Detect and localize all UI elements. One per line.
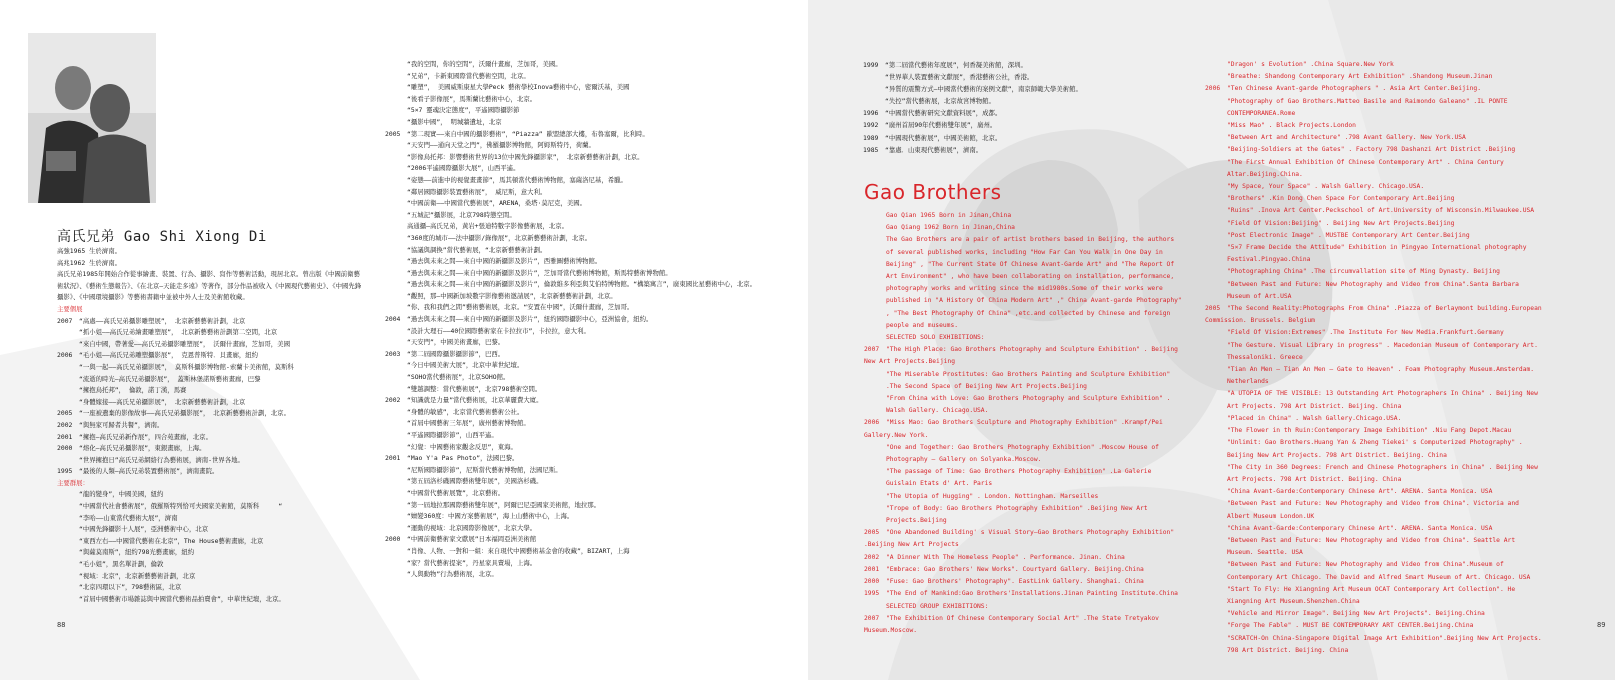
exhibition-entry	[864, 234, 1184, 332]
text-column-2	[385, 59, 757, 581]
exhibition-entry	[385, 268, 725, 280]
intro-paragraph: 高氏兄弟1985年開始合作從事繪畫、裝置、行為、攝影、寫作等藝術活動，現居北京。曾出版《中國前衛藝術狀況》、《藝術生態報告》、《在北京—天能走多遠》等著作，部分作品被收入《中國現代藝術史》、《中國先鋒攝影》、《中國環境攝影》等藝術書籍中並被中外人士及美術館收藏。	[57, 270, 362, 302]
exhibition-entry	[385, 129, 725, 141]
exhibition-entry	[57, 408, 362, 420]
entry-text: “第二現實——來自中國的攝影藝術”，“Piazza” 歐盟總部大樓，布魯塞爾，比利時。	[407, 129, 649, 138]
entry-text: "Photography of Gao Brothers.Matteo Basile and Raimondo Galeano" .IL PONTE CONTEMPORANEA.Rome	[1227, 97, 1508, 117]
exhibition-entry	[385, 337, 725, 349]
entry-text: “天安門——通向天堂之門”，佛羅攝影博物館，阿姆斯特丹，荷蘭。	[407, 141, 595, 150]
exhibition-entry	[385, 302, 725, 314]
exhibition-entry	[385, 488, 725, 500]
entry-text: “2006平遙國際攝影大展”，山西平遙。	[407, 164, 520, 173]
entry-text: "One Abandoned Building' s Visual Story—Gao Brothers Photography Exhibition" .Beijing New Art Projects	[864, 529, 1175, 549]
entry-text: "Field Of Vision:Beijing" . Beijing New Art Projects.Beijing	[1227, 219, 1455, 227]
entry-text: “天安門”，中國美術畫廊，巴黎。	[407, 338, 505, 347]
exhibition-entry	[1205, 132, 1545, 144]
exhibition-entry	[863, 132, 1193, 144]
year-label: 1989	[863, 133, 879, 142]
entry-text: “家？當代藝術提案”，丹星家具賣場，上海。	[407, 558, 537, 567]
entry-text: "China Avant-Garde:Contemporary Chinese Art". ARENA. Santa Monica. USA	[1227, 488, 1493, 496]
entry-text: “後看子影像展”，馬斯蘭比藝術中心，北京。	[407, 94, 537, 103]
exhibition-entry	[385, 534, 725, 546]
exhibition-entry	[1205, 340, 1545, 364]
year-label: 2007	[864, 346, 880, 354]
group-heading: 主要群展：	[57, 478, 89, 487]
exhibition-entry	[863, 71, 1193, 83]
entry-text: "The Utopia of Hugging" . London. Nottingham. Marseilles	[886, 492, 1099, 500]
exhibition-entry	[385, 210, 725, 222]
entry-text: “過去與未來之間——來自中國的新攝影及影片”，倫敦維多利亞與艾伯特博物館。“構築寓言”，廣東國比星藝術中心，北京。	[407, 280, 757, 289]
entry-text: "Field Of Vision:Extremes" .The Institute For New Media.Frankfurt.Germany	[1227, 329, 1504, 337]
entry-text: "Between Past and Future: New Photography and Video from China".Museum of Contemporary Art Chicago. The David and Alfred Smart Museum of Art. Chicago. USA	[1227, 561, 1531, 581]
entry-text: "Unlimit: Gao Brothers.Huang Yan & Zheng Tiekei' s Computerized Photography" . Beijing New Art Projects. 798 Art District. Beijing. China	[1227, 439, 1523, 459]
exhibition-entry	[864, 344, 1184, 368]
exhibition-entry	[1205, 193, 1545, 205]
exhibition-entry	[1205, 498, 1545, 522]
entry-text: “一與一起——高氏兄弟攝影展”， 莫斯科攝影博物館-索蘭卡美術館，莫斯科	[79, 362, 294, 371]
exhibition-entry	[1205, 96, 1545, 120]
entry-text: The Gao Brothers are a pair of artist brothers based in Beijing, the authors of several published works, including "How Far Can You Walk in One Day in Beijing" , "The Current State Of Chinese Avant-Garde Art" and "The Report Of Art Environment" , who have been collaborating on installation, performance, photography works and writing since the mid1980s.Some of their works were published in "A History Of China Modern Art" ," China Avant-garde Photography" , "The Best Photography Of China" ,etc.and collected by Chinese and foreign people and museums.	[886, 236, 1182, 329]
exhibition-entry	[1205, 71, 1545, 83]
entry-text: "Embrace: Gao Brothers' New Works". Courtyard Gallery. Beijing.China	[886, 565, 1144, 573]
exhibition-entry	[385, 558, 725, 570]
exhibition-entry	[385, 245, 725, 257]
entry-text: "Beijing-Soldiers at the Gates" . Factory 798 Dashanzi Art District .Beijing	[1227, 146, 1516, 154]
year-label: 2001	[864, 565, 880, 573]
entry-text: “第一屆地拉那國際藝術雙年展”，阿爾巴尼亞國家美術館，地拉那。	[407, 500, 601, 509]
exhibition-entry	[385, 418, 725, 430]
exhibition-entry	[864, 332, 1184, 344]
exhibition-entry	[385, 256, 725, 268]
year-label: 2001	[385, 454, 401, 463]
exhibition-entry	[385, 187, 725, 199]
exhibition-entry	[864, 613, 1184, 637]
entry-text: "Brothers" .Kin Dong Chen Space For Contemporary Art.Beijing	[1227, 195, 1455, 203]
year-label: 2005	[864, 529, 880, 537]
text-column-3-english	[864, 210, 1184, 637]
exhibition-entry	[385, 395, 725, 407]
artist-photo	[28, 33, 156, 203]
entry-text: "Fuse: Gao Brothers' Photography". EastLink Gallery. Shanghai. China	[886, 578, 1144, 586]
exhibition-entry	[864, 466, 1184, 490]
entry-text: “中國當代藝術研究文獻資料展”，成都。	[885, 109, 1002, 118]
exhibition-entry	[385, 442, 725, 454]
exhibition-entry	[385, 152, 725, 164]
entry-text: “設計大理石——40位國際藝術家在卡拉拉市”，卡拉拉，意大利。	[407, 326, 590, 335]
entry-text: “靠處．山東現代藝術展”，濟南。	[885, 145, 983, 154]
year-label: 2002	[57, 420, 73, 429]
exhibition-entry	[385, 175, 725, 187]
year-label: 2005	[1205, 305, 1221, 313]
exhibition-entry	[385, 349, 725, 361]
year-label: 2005	[385, 129, 401, 138]
entry-text: "The Gesture. Visual Library in progress" . Macedonian Museum of Contemporary Art. Thessaloniki. Greece	[1227, 341, 1538, 361]
exhibition-entry	[1205, 620, 1545, 632]
exhibition-entry	[385, 453, 725, 465]
exhibition-entry	[57, 316, 362, 328]
exhibition-entry: “李哈——山東當代藝術大展”，濟南	[79, 513, 178, 522]
exhibition-entry	[1205, 364, 1545, 388]
exhibition-entry	[1205, 303, 1545, 327]
entry-text: "Placed in China" . Walsh Gallery.Chicago.USA.	[1227, 414, 1402, 422]
year-label: 2006	[864, 419, 880, 427]
entry-text: “中國現代藝術展”，中國美術館，北京。	[885, 133, 1002, 142]
entry-text: "Miss Mao: Gao Brothers Sculpture and Photography Exhibition" .Krampf/Pei Gallery.New York.	[864, 419, 1163, 439]
exhibition-entry	[385, 198, 725, 210]
entry-text: "My Space, Your Space" . Walsh Gallery. Chicago.USA.	[1227, 183, 1425, 191]
entry-text: “第五屆洛杉磯國際藝術雙年展”，美國洛杉磯。	[407, 477, 543, 486]
year-label: 1995	[864, 590, 880, 598]
exhibition-entry	[864, 588, 1184, 600]
exhibition-entry	[385, 140, 725, 152]
entry-text: "Miss Mao" . Black Projects.London	[1227, 122, 1356, 130]
entry-text: SELECTED GROUP EXHIBITIONS:	[886, 602, 989, 610]
entry-text: “失控”當代藝術展，北京故宮博物館。	[885, 97, 995, 106]
exhibition-entry	[1205, 388, 1545, 412]
entry-text: “抓小姐——高氏兄弟繪畫雕塑展”， 北京新藝藝術計劃第二空間，北京	[79, 328, 278, 337]
exhibition-entry	[1205, 608, 1545, 620]
year-label: 1996	[863, 109, 879, 118]
entry-text: “攝影中國”， 明城牆遺址，北京	[407, 117, 502, 126]
exhibition-entry	[1205, 120, 1545, 132]
entry-text: “過去與未來之間——來自中國的新攝影及影片”，芝加哥當代藝術博物館，斯馬特藝術博物館。	[407, 268, 672, 277]
exhibition-entry	[385, 407, 725, 419]
entry-text: “SOHO當代藝術展”，北京SOHO館。	[407, 373, 510, 382]
entry-text: “兄弟”，卡新東國際當代藝術空間，北京。	[407, 71, 530, 80]
entry-text: "Dragon' s Evolution" .China Square.New York	[1227, 61, 1394, 68]
exhibition-entry	[1205, 425, 1545, 437]
exhibition-entry	[1205, 559, 1545, 583]
entry-text: “首屆中國藝術三年展”，廣州藝術博物館。	[407, 419, 530, 428]
exhibition-entry: “中國當代社會藝術展”，俄羅斯特列恰可夫國家美術館，莫斯科 “	[79, 502, 283, 511]
year-label: 2000	[385, 535, 401, 544]
exhibition-entry	[385, 221, 725, 233]
entry-text: “五城記”攝影展，北京798時態空間。	[407, 210, 516, 219]
exhibition-entry	[864, 222, 1184, 234]
exhibition-entry	[864, 503, 1184, 527]
year-label: 2006	[1205, 85, 1221, 93]
entry-text: "5×7 Frame Decide the Attitude" Exhibition in Pingyao International photography Festival.Pingyao.China	[1227, 244, 1527, 264]
page-title: 高氏兄弟 Gao Shi Xiong Di	[57, 229, 267, 245]
entry-text: “平遙國際攝影節”，山西平遙。	[407, 431, 498, 439]
exhibition-entry: “東西左右——中國當代藝術在北京”，The House藝術畫廊，北京	[79, 536, 264, 545]
entry-text: "The Second Reality:Photographs From China" .Piazza of Berlaymont building.European Commission. Brussels. Belgium	[1205, 305, 1542, 325]
year-label: 2005	[57, 409, 73, 418]
exhibition-entry	[57, 385, 362, 397]
entry-text: “高處——高氏兄弟攝影雕塑展”， 北京新藝藝術計劃，北京	[79, 316, 246, 325]
entry-text: "Tian An Men – Tian An Men – Gate to Heaven" . Foam Photography Museum.Amsterdam. Netherlands	[1227, 366, 1535, 386]
exhibition-entry	[385, 384, 725, 396]
entry-text: "A UTOPIA OF THE VISIBLE: 13 Outstanding Art Photographers In China" . Beijing New Art Projects. 798 Art District. Beijing. China	[1227, 390, 1538, 410]
exhibition-entry	[1205, 266, 1545, 278]
exhibition-entry	[385, 476, 725, 488]
entry-text: “運動的視域：北京國際影像展”，北京大學。	[407, 523, 537, 532]
year-label: 2000	[864, 578, 880, 586]
exhibition-entry	[1205, 584, 1545, 608]
entry-text: "The Miserable Prostitutes: Gao Brothers Painting and Sculpture Exhibition" .The Second Space of Beijing New Art Projects.Beijing	[886, 370, 1171, 390]
exhibition-entry	[1205, 83, 1545, 95]
exhibition-entry	[864, 601, 1184, 613]
entry-text: "A Dinner With The Homeless People" . Performance. Jinan. China	[886, 553, 1125, 561]
entry-text: "Between Past and Future: New Photography and Video from China". Victoria and Albert Museum London.UK	[1227, 500, 1519, 520]
entry-text: “人與動物”行為藝術展，北京。	[407, 570, 498, 579]
exhibition-entry	[385, 233, 725, 245]
entry-text: "The First Annual Exhibition Of Chinese Contemporary Art" . China Century Altar.Beijing.China.	[1227, 158, 1504, 178]
exhibition-entry: “首屆中國藝術市場雜誌與中國當代藝術品拍賣會”，中華世紀壇，北京。	[79, 594, 285, 603]
exhibition-entry	[863, 83, 1193, 95]
year-label: 2003	[385, 349, 401, 358]
entry-text: "From China with Love: Gao Brothers Photography and Sculpture Exhibition" . Walsh Gallery. Chicago.USA.	[886, 395, 1171, 415]
entry-text: "The End of Mankind:Gao Brothers'Installations.Jinan Painting Institute.China	[886, 590, 1178, 598]
exhibition-entry	[1205, 633, 1545, 657]
entry-text: “世界擁抱日”高氏兄弟網絡行為藝術展，濟南-世界各地。	[79, 455, 244, 464]
entry-text: “擁抱—高氏兄弟新作展”，四合苑畫廊，北京。	[79, 432, 212, 441]
entry-text: "SCRATCH-On China-Singapore Digital Image Art Exhibition".Beijing New Art Projects. 798 Art District. Beijing. China	[1227, 634, 1542, 654]
year-label: 2002	[385, 396, 401, 405]
entry-text: “我的空間，你的空間”，沃爾什畫廊，芝加哥，美國。	[407, 60, 562, 68]
exhibition-entry	[1205, 462, 1545, 486]
exhibition-entry	[385, 500, 725, 512]
entry-text: “世界華人裝置藝術文獻展”，香港藝術公社，香港。	[885, 73, 1034, 82]
exhibition-entry: “與薩莫南斯”，紐約798光藝畫廊，紐約	[79, 548, 195, 557]
exhibition-entry	[385, 546, 725, 558]
exhibition-entry	[57, 339, 362, 351]
exhibition-entry: “北京四環以下”，798藝術區，北京	[79, 583, 182, 592]
entry-text: “第二屆當代藝術年度展”，何香凝美術館，深圳。	[885, 61, 1027, 69]
exhibition-entry	[57, 432, 362, 444]
exhibition-entry	[57, 420, 362, 432]
year-label: 2000	[57, 444, 73, 453]
entry-text: “身體嫁接——高氏兄弟攝影展”， 北京新藝藝術計劃，北京	[79, 397, 246, 406]
exhibition-entry: “毛小姐”，黑名單計劃，倫敦	[79, 560, 164, 569]
text-column-1	[57, 246, 362, 605]
entry-text: “你、我和我們之間”藝術藝術展，北京。“安置在中國”，沃爾什畫廊，芝加哥。	[407, 303, 634, 312]
entry-text: “异質的震驚方式—中國當代藝術的案例文獻”，南京師範大學美術館。	[885, 85, 1082, 94]
year-label: 1992	[863, 121, 879, 130]
entry-text: “知識就是力量”當代藝術展，北京華麗費大廈。	[407, 396, 543, 405]
exhibition-entry	[1205, 230, 1545, 242]
exhibition-entry	[1205, 242, 1545, 266]
exhibition-entry	[385, 279, 757, 291]
exhibition-entry	[864, 393, 1184, 417]
exhibition-entry	[385, 569, 725, 581]
exhibition-entry	[57, 362, 362, 374]
exhibition-entry	[385, 372, 725, 384]
exhibition-entry	[385, 360, 725, 372]
year-label: 2002	[864, 553, 880, 561]
exhibition-entry	[57, 350, 362, 362]
exhibition-entry: “龍的變身”，中國美國，紐約	[79, 490, 164, 499]
exhibition-entry	[864, 369, 1184, 393]
entry-text: "Between Art and Architecture" .798 Avant Gallery. New York.USA	[1227, 134, 1466, 142]
exhibition-entry	[864, 552, 1184, 564]
exhibition-entry	[1205, 486, 1545, 498]
exhibition-entry: “中國先鋒攝影十人展”，亞洲藝術中心，北京	[79, 525, 209, 534]
exhibition-entry	[385, 465, 725, 477]
entry-text: "The passage of Time: Gao Brothers Photography Exhibition" .La Galerie Guislain Etats d' Art. Paris	[886, 468, 1152, 488]
exhibition-entry	[1205, 59, 1545, 71]
entry-text: "The High Place: Gao Brothers Photography and Sculpture Exhibition" . Beijing New Art Projects.Beijing	[864, 346, 1178, 366]
solo-heading: 主要個展	[57, 304, 83, 313]
entry-text: "Start To Fly: He Xiangning Art Museum OCAT Contemporary Art Collection". He Xiangning Art Museum.Shenzhen.China	[1227, 585, 1516, 605]
exhibition-entry: “視域：北京”，北京新藝藝術計劃，北京	[79, 571, 196, 580]
section-title: Gao Brothers	[864, 180, 1002, 204]
entry-text: “尼斯國際攝影節”，尼斯當代藝術博物館，法國尼斯。	[407, 465, 562, 474]
exhibition-entry	[385, 511, 725, 523]
exhibition-entry	[57, 455, 362, 467]
exhibition-entry	[385, 94, 725, 106]
exhibition-entry	[385, 105, 725, 117]
exhibition-entry	[1205, 218, 1545, 230]
entry-text: “廣州首屆90年代藝術雙年展”，廣州。	[885, 121, 997, 130]
exhibition-entry	[863, 119, 1193, 131]
exhibition-entry	[863, 59, 1193, 71]
year-label: 2007	[864, 614, 880, 622]
year-label: 1999	[863, 61, 879, 69]
exhibition-entry	[385, 523, 725, 535]
exhibition-entry	[1205, 437, 1545, 461]
exhibition-entry	[57, 466, 362, 478]
exhibition-entry	[57, 327, 362, 339]
entry-text: Gao Qian 1965 Born in Jinan,China	[886, 212, 1012, 219]
entry-text: “協議與調換”當代藝術展，“北京新藝藝術計劃。	[407, 245, 547, 254]
exhibition-entry	[385, 163, 725, 175]
entry-text: “雕塑”， 美國威斯康星大學Peck 藝術學校Inova藝術中心，密爾沃基，美國	[407, 83, 630, 92]
entry-text: “中國前衛——中國當代藝術展”，ARENA，桑塔·莫尼克，美國。	[407, 199, 587, 208]
exhibition-entry	[864, 417, 1184, 441]
group-list	[57, 489, 362, 605]
entry-text: "Between Past and Future: New Photography and Video from China".Santa Barbara Museum of Art.USA	[1227, 280, 1519, 300]
entry-text: "China Avant-Garde:Contemporary Chinese Art". ARENA. Santa Monica. USA	[1227, 524, 1493, 532]
entry-text: “過去與未來之間——來自中國的新攝影及影片”，西雅圖藝術博物館。	[407, 257, 602, 266]
entry-text: “幻覺：中國藝術家觀念反思”，東海。	[407, 442, 517, 451]
entry-text: "Breathe: Shandong Contemporary Art Exhibition" .Shandong Museum.Jinan	[1227, 73, 1493, 81]
entry-text: "Photographing China" .The circumvallation site of Ming Dynasty. Beijing	[1227, 268, 1500, 276]
exhibition-entry	[385, 291, 725, 303]
exhibition-entry	[1205, 535, 1545, 559]
exhibition-entry	[385, 314, 725, 326]
text-column-3-top	[863, 59, 1193, 156]
entry-text: 高通攝—高氏兄弟，黃岩+張迪特數字影像藝術展，北京。	[407, 222, 569, 231]
exhibition-entry	[385, 71, 725, 83]
exhibition-entry	[863, 95, 1193, 107]
exhibition-entry	[1205, 205, 1545, 217]
entry-text: "The City in 360 Degrees: French and Chinese Photographers in China" . Beijing New Art Projects. 798 Art District. Beijing. China	[1227, 463, 1538, 483]
exhibition-entry	[863, 107, 1193, 119]
intro-line: 高兆1962 生於濟南。	[57, 258, 121, 267]
entry-text: “流逝的時光—高氏兄弟攝影展”， 蓋斯林堡諾斯藝術畫廊，巴黎	[79, 374, 261, 383]
year-label: 1995	[57, 467, 73, 476]
entry-text: Gao Qiang 1962 Born in Jinan,China	[886, 224, 1015, 232]
exhibition-entry	[1205, 279, 1545, 303]
exhibition-entry	[864, 442, 1184, 466]
exhibition-entry	[864, 564, 1184, 576]
entry-text: “中國當代藝術展覽”，北京藝術。	[407, 488, 505, 497]
exhibition-entry	[385, 82, 725, 94]
entry-text: “熔化—高氏兄弟攝影展”，東銀畫廊，上海。	[79, 444, 206, 453]
entry-text: “毛小姐——高氏兄弟雕塑攝影展”， 克恩普斯特．貝畫廊，紐約	[79, 351, 259, 360]
entry-text: "Post Electronic Image" . MUSTBE Contemporary Art Center.Beijing	[1227, 231, 1470, 239]
exhibition-entry	[864, 491, 1184, 503]
entry-text: "Between Past and Future: New Photography and Video from China". Seattle Art Museum. Seattle. USA	[1227, 536, 1516, 557]
entry-text: "The Exhibition Of Chinese Contemporary Social Art" .The State Tretyakov Museum.Moscow.	[864, 614, 1159, 634]
entry-text: “一座被遺棄的影像故事——高氏兄弟攝影展”， 北京新藝藝術計劃，北京。	[79, 409, 290, 418]
entry-text: “雙越調整：當代藝術展”，北京798藝術空間。	[407, 384, 542, 393]
entry-text: “肖像、人物、一對和一組：來自現代中國藝術基金會的收藏”，BIZART，上海	[407, 546, 630, 555]
intro-line: 高強1965 生於濟南。	[57, 247, 121, 255]
entry-text: "Vehicle and Mirror Image". Beijing New Art Projects". Beijing.China	[1227, 610, 1485, 618]
exhibition-entry	[1205, 413, 1545, 425]
entry-text: “姿態——前進中的視覺畫畫節”，馬其頓當代藝術博物館，塞薩洛尼基，希臘。	[407, 175, 627, 184]
exhibition-entry	[385, 326, 725, 338]
page-number: 89	[1597, 621, 1606, 629]
entry-text: “鄰居國際攝影裝置藝術展”， 威尼斯，意大利。	[407, 187, 547, 196]
text-column-4-english	[1205, 59, 1545, 657]
entry-text: “中國前衛藝術家文獻展”日本福岡亞洲美術館	[407, 535, 537, 544]
exhibition-entry	[57, 374, 362, 386]
entry-text: "Trope of Body: Gao Brothers Photography Exhibition" .Beijing New Art Projects.Beijing	[886, 504, 1148, 525]
exhibition-entry	[385, 59, 725, 71]
exhibition-entry	[1205, 144, 1545, 156]
exhibition-entry	[1205, 327, 1545, 339]
entry-text: “觀照，那—中國新加坡數字影像藝術邀請展”，北京新藝藝術計劃，北京。	[407, 291, 617, 300]
entry-text: SELECTED SOLO EXHIBITIONS:	[886, 334, 985, 342]
year-label: 2007	[57, 316, 73, 325]
entry-text: “過去與未來之間——來自中國的新攝影及影片”，紐約國際攝影中心，亞洲協會，紐約。	[407, 315, 653, 324]
entry-text: “今日中國美術大展”，北京中華世紀壇。	[407, 361, 524, 370]
entry-text: "The Flower in th Ruin:Contemporary Image Exhibition" .Niu Fang Depot.Macau	[1227, 427, 1512, 435]
entry-text: “Mao Y'a Pas Photo”，法國巴黎。	[407, 454, 519, 463]
year-label: 2006	[57, 351, 73, 360]
exhibition-entry	[1205, 523, 1545, 535]
exhibition-entry	[863, 144, 1193, 156]
solo-list	[57, 316, 362, 478]
exhibition-entry	[385, 430, 725, 442]
year-label: 2004	[385, 315, 401, 324]
exhibition-entry	[385, 117, 725, 129]
exhibition-entry	[57, 443, 362, 455]
entry-text: “最後的人類—高氏兄弟裝置藝術展”，濟南畫院。	[79, 467, 219, 476]
entry-text: “身體的敏感”，北京當代藝術藝術公社。	[407, 407, 524, 416]
year-label: 2001	[57, 432, 73, 441]
exhibition-entry	[864, 576, 1184, 588]
exhibition-entry	[864, 210, 1184, 222]
year-label: 1985	[863, 145, 879, 154]
entry-text: “與無家可歸者共餐”，濟南。	[79, 420, 164, 429]
entry-text: “第二屆國際攝影攝影節”，巴西。	[407, 349, 505, 358]
entry-text: “360度的城市——法中攝影/錄像展”，北京新藝藝術計劃，北京。	[407, 233, 592, 242]
entry-text: "Forge The Fable" . MUST BE CONTEMPORARY ART CENTER.Beijing.China	[1227, 622, 1474, 630]
page-number: 88	[57, 621, 66, 629]
entry-text: “影像烏托邦：影響藝術世界的13位中國先鋒攝影家”， 北京新藝藝術計劃，北京。	[407, 152, 644, 161]
entry-text: "Ruins" .Inova Art Center.Peckschool of Art.University of Wisconsin.Milwaukee.USA	[1227, 207, 1535, 215]
entry-text: “5×7 靈魂決定態度”，平遙國際攝影節	[407, 106, 520, 115]
entry-text: “擁抱烏托邦”， 倫敦，諾丁漢，馬賽	[79, 386, 187, 395]
exhibition-entry	[864, 527, 1184, 551]
entry-text: “嬗變360度：中國方案藝術展”，海上山藝術中心，上海。	[407, 512, 574, 521]
entry-text: "Ten Chinese Avant-garde Photographers " . Asia Art Center.Beijing.	[1227, 85, 1482, 93]
exhibition-entry	[1205, 181, 1545, 193]
exhibition-entry	[57, 397, 362, 409]
entry-text: “來自中國，帶著愛——高氏兄弟攝影雕塑展”， 沃爾什畫廊，芝加哥，美國	[79, 339, 290, 348]
exhibition-entry	[1205, 157, 1545, 181]
entry-text: "One and Together: Gao Brothers Photography Exhibition" .Moscow House of Photography – Gallery on Solyanka.Moscow.	[886, 443, 1159, 464]
